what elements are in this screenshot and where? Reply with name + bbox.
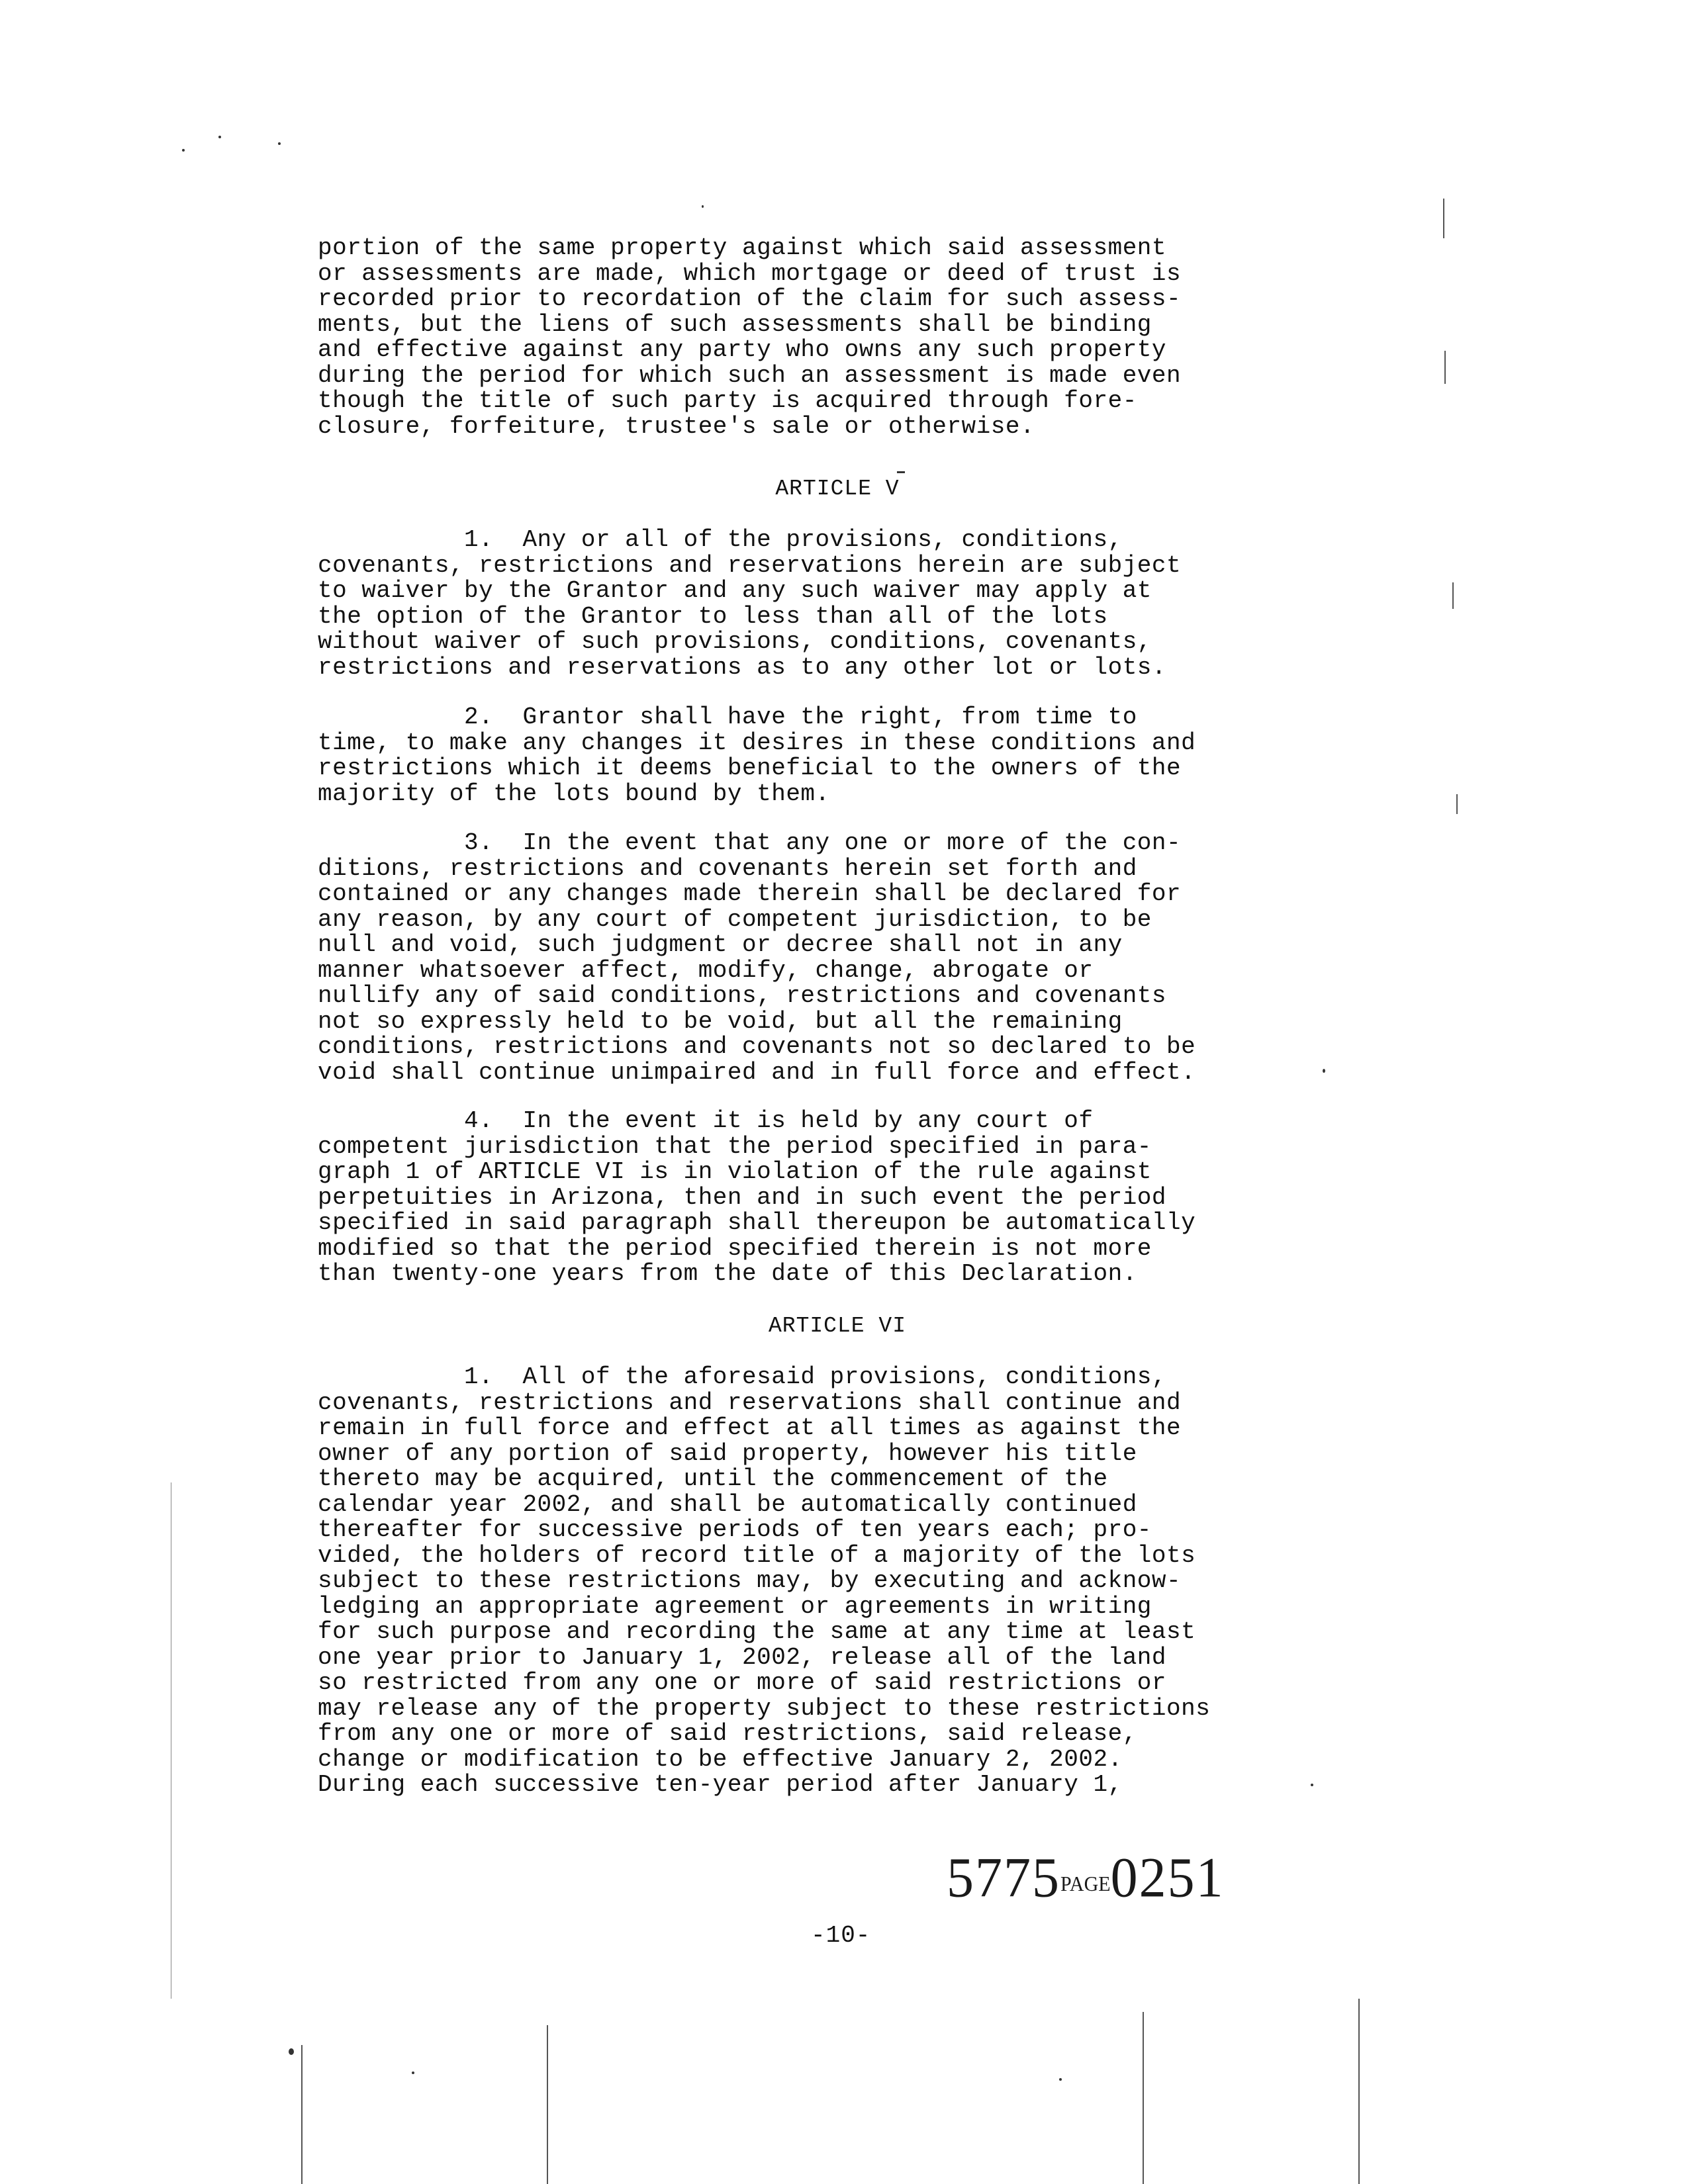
scan-speck	[1059, 2078, 1062, 2081]
scan-speck	[182, 149, 185, 152]
scan-margin-line	[547, 2025, 548, 2184]
scan-speck	[412, 2071, 414, 2074]
article-v-paragraph-4: 4. In the event it is held by any court of competent jurisdiction that the period specified in para- graph 1 of ARTICLE VI is in violation of the rule against perpetuities in Arizona, then and in such event the period specified in said paragraph shall thereupon be automatically modified so that the period specified therein is not more than twenty-one years from the date of this Declaration.	[318, 1107, 1196, 1287]
opening-paragraph: portion of the same property against which said assessment or assessments are made, which mortgage or deed of trust is recorded prior to recordation of the claim for such assess- ments, but the liens of such assessments shall be binding and effective against any party who owns any such property during the period for which such an assessment is made even though the title of such party is acquired through fore- closure, forfeiture, trustee's sale or otherwise.	[318, 234, 1182, 440]
stamp-page-number: 0251	[1110, 1845, 1225, 1909]
scan-speck	[702, 205, 704, 208]
stamp-book-number: 5775	[947, 1845, 1060, 1909]
scan-margin-line	[1452, 582, 1454, 609]
article-vi-heading: ARTICLE VI	[768, 1314, 907, 1338]
scan-margin-line	[1456, 794, 1458, 814]
scan-margin-line	[1443, 199, 1444, 238]
scan-speck	[289, 2048, 294, 2055]
scan-speck	[218, 136, 221, 138]
scan-margin-line	[301, 2045, 303, 2184]
scan-speck	[897, 471, 905, 473]
scan-margin-line	[1358, 1999, 1360, 2184]
stamp-page-label: PAGE	[1060, 1872, 1111, 1896]
article-v-heading: ARTICLE V	[775, 477, 900, 501]
article-vi-paragraph-1: 1. All of the aforesaid provisions, conditions, covenants, restrictions and reservations shall continue and remain in full force and effect at all times as against the owner of any portion of said property, however his title thereto may be acquired, until the commencement of the calendar year 2002, and shall be automatically continued thereafter for successive periods of ten years each; pro- vided, the holders of record title of a majority of the lots subject to these restrictions may, by executing and acknow- ledging an appropriate agreement or agreements in writing for such purpose and recording the same at any time at least one year prior to January 1, 2002, release all of the land so restricted from any one or more of said restrictions or may release any of the property subject to these restrictions from any one or more of said restrictions, said release, change or modification to be effective January 2, 2002. During each successive ten-year period after January 1,	[318, 1363, 1211, 1798]
scan-margin-line	[1143, 2012, 1144, 2184]
article-v-paragraph-2: 2. Grantor shall have the right, from time to time, to make any changes it desires in these conditions and restrictions which it deems beneficial to the owners of the majority of the lots bound by them.	[318, 704, 1196, 807]
page-number: -10-	[811, 1922, 871, 1949]
scan-speck	[1311, 1784, 1313, 1786]
scan-speck	[1323, 1069, 1325, 1073]
recording-stamp	[947, 1845, 1225, 1911]
article-v-paragraph-1: 1. Any or all of the provisions, conditions, covenants, restrictions and reservations herein are subject to waiver by the Grantor and any such waiver may apply at the option of the Grantor to less than all of the lots without waiver of such provisions, conditions, covenants, restrictions and reservations as to any other lot or lots.	[318, 526, 1182, 681]
scan-margin-line	[1444, 351, 1446, 384]
scan-speck	[278, 142, 281, 145]
article-v-paragraph-3: 3. In the event that any one or more of the con- ditions, restrictions and covenants herein set forth and contained or any changes made therein shall be declared for any reason, by any court of competent jurisdiction, to be null and void, such judgment or decree shall not in any manner whatsoever affect, modify, change, abrogate or nullify any of said conditions, restrictions and covenants not so expressly held to be void, but all the remaining conditions, restrictions and covenants not so declared to be void shall continue unimpaired and in full force and effect.	[318, 829, 1196, 1086]
